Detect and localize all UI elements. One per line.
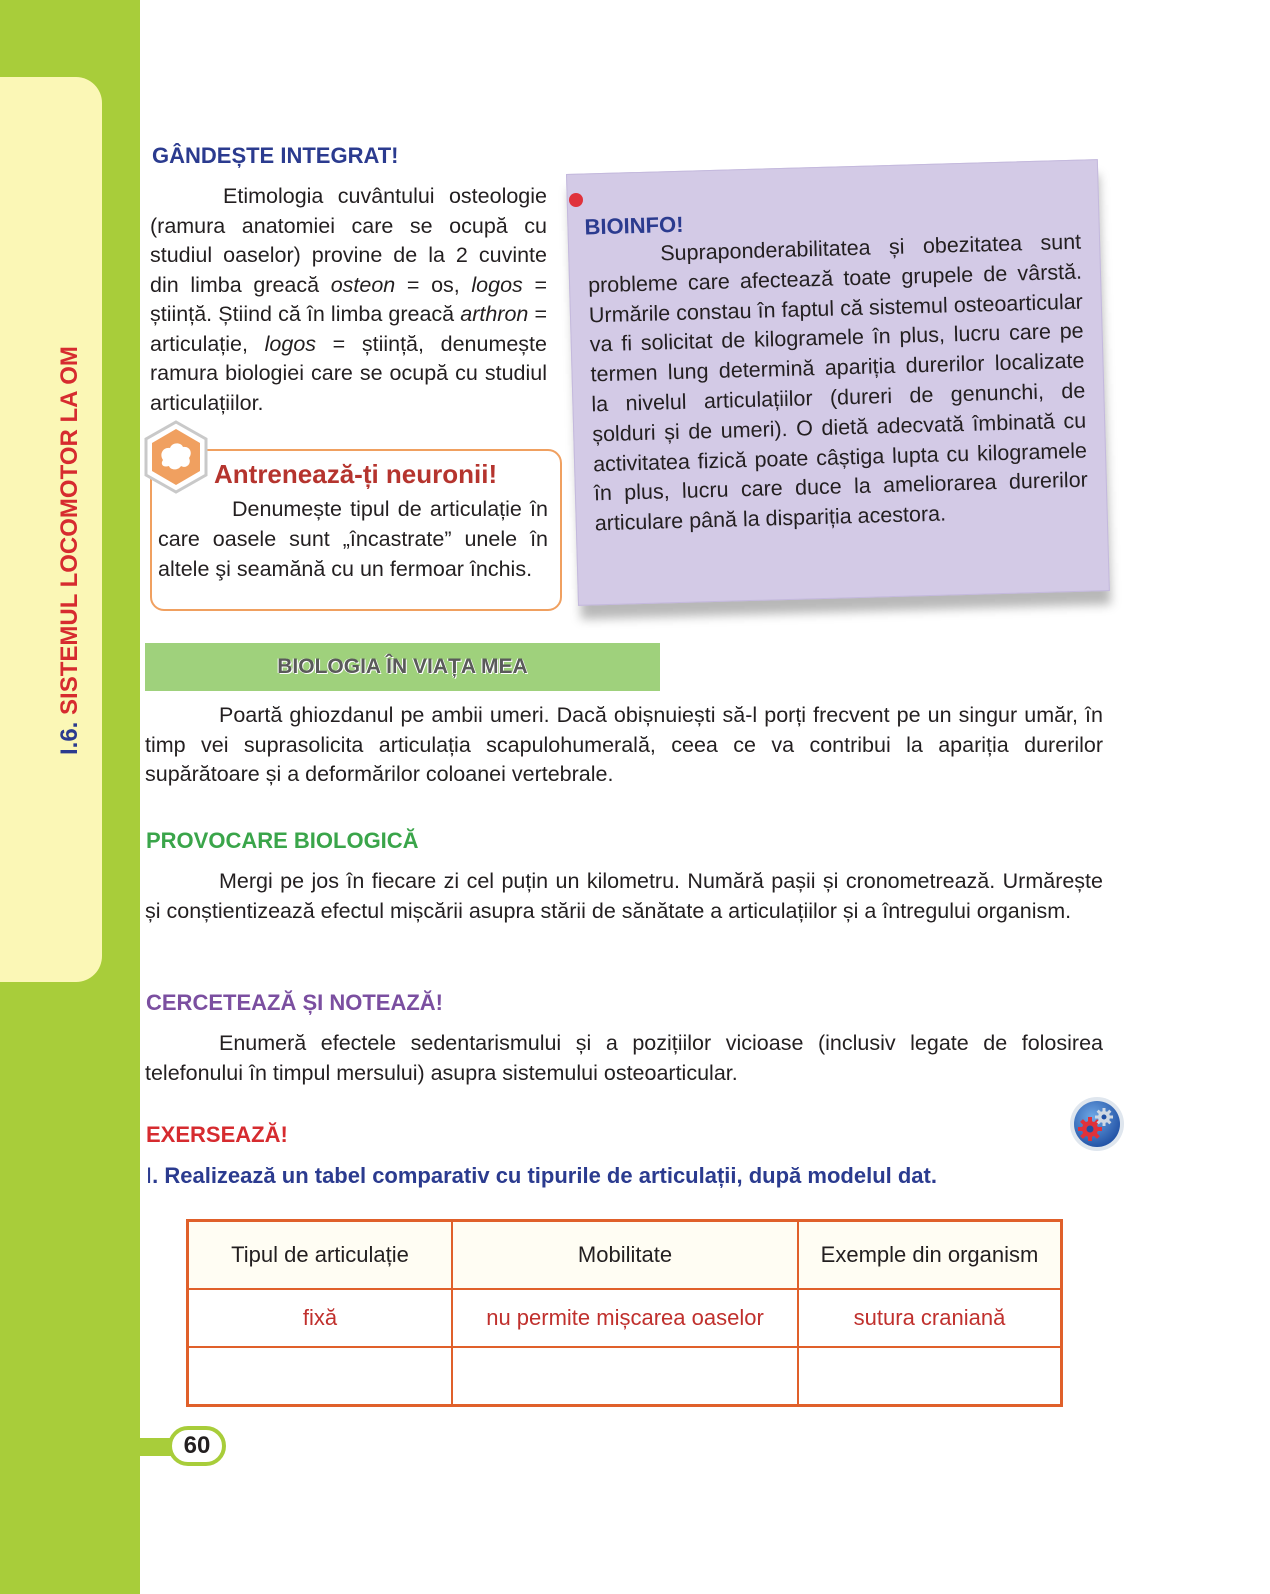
life-text: Poartă ghiozdanul pe ambii umeri. Dacă obișnuiești să-l porți frecvent pe un singur umăr, în timp vei suprasolicita articulația scapulohumerală, ceea ce va contribui la apariția durerilor supărătoare și a deformărilor coloanei vertebrale. (145, 703, 1103, 786)
bioinfo-note (566, 159, 1110, 606)
bioinfo-title: BIOINFO! (584, 211, 684, 240)
neurons-text: Denumește tipul de articulație în care oasele sunt „încastrate” unele în altele şi seamănă cu un fermoar închis. (158, 497, 548, 581)
gears-icon[interactable] (1068, 1095, 1126, 1153)
challenge-heading: PROVOCARE BIOLOGICĂ (146, 828, 419, 853)
research-text: Enumeră efectele sedentarismului și a pozițiilor vicioase (inclusiv legate de folosirea telefonului în timpul mersului) asupra sistemului osteoarticular. (145, 1031, 1103, 1085)
table-header-cell: Tipul de articulație (188, 1221, 453, 1290)
table-cell[interactable] (452, 1347, 798, 1406)
table-row (188, 1347, 1062, 1406)
task-number: I (146, 1163, 153, 1188)
table-header-row (188, 1221, 1062, 1290)
life-banner (145, 643, 660, 691)
exercise-task (146, 1163, 937, 1189)
table-header-cell: Mobilitate (452, 1221, 798, 1290)
chapter-tab (0, 77, 102, 982)
table-cell: sutura craniană (798, 1289, 1062, 1347)
table-cell[interactable] (798, 1347, 1062, 1406)
table-cell[interactable] (188, 1347, 453, 1406)
exercise-heading: EXERSEAZĂ! (146, 1122, 288, 1147)
life-banner-label: BIOLOGIA ÎN VIAȚA MEA (277, 655, 528, 678)
table-row (188, 1289, 1062, 1347)
think-text: Etimologia cuvântului osteologie (ramura anatomiei care se ocupă cu studiul oaselor) provine de la 2 cuvinte din limba greacă osteon = os, logos = știință. Știind că în limba greacă arthron = articulație, logos = știință, denumește ramura biologiei care se ocupă cu studiul articulațiilor. (150, 184, 548, 415)
brain-hexagon-icon (143, 420, 209, 494)
page-number: 60 (168, 1426, 226, 1466)
table-header-cell: Exemple din organism (798, 1221, 1062, 1290)
think-heading: GÂNDEȘTE INTEGRAT! (152, 143, 399, 168)
research-heading: CERCETEAZĂ ȘI NOTEAZĂ! (146, 990, 443, 1015)
pin-icon (569, 193, 583, 207)
task-text: . Realizează un tabel comparativ cu tipurile de articulații, după modelul dat. (152, 1163, 937, 1188)
neurons-title: Antrenează-ți neuronii! (214, 459, 498, 489)
table-cell: nu permite mișcarea oaselor (452, 1289, 798, 1347)
table-cell: fixă (188, 1289, 453, 1347)
comparison-table (186, 1219, 1063, 1407)
chapter-title (56, 346, 84, 755)
chapter-number: I.6. (56, 721, 83, 755)
challenge-text: Mergi pe jos în fiecare zi cel puțin un kilometru. Numără pașii și cronometrează. Urmărește și conștientizează efectul mișcării asupra stării de sănătate a articulațiilor și a întregului organism. (145, 869, 1103, 923)
chapter-name: SISTEMUL LOCOMOTOR LA OM (56, 346, 83, 715)
bioinfo-text: Supraponderabilitatea și obezitatea sunt probleme care afectează toate grupele de vârstă. Urmările constau în faptul că sistemul osteoarticular va fi solicitat de kilogramele în plus, lucru care pe termen lung determină apariția durerilor localizate la nivelul articulațiilor (dureri de genunchi, de șolduri și de umeri). O dietă adecvată îmbinată cu activitatea fizică poate câștiga lupta cu kilogramele în plus, lucru care duce la ameliorarea durerilor articulare până la dispariția acestora. (587, 229, 1089, 536)
